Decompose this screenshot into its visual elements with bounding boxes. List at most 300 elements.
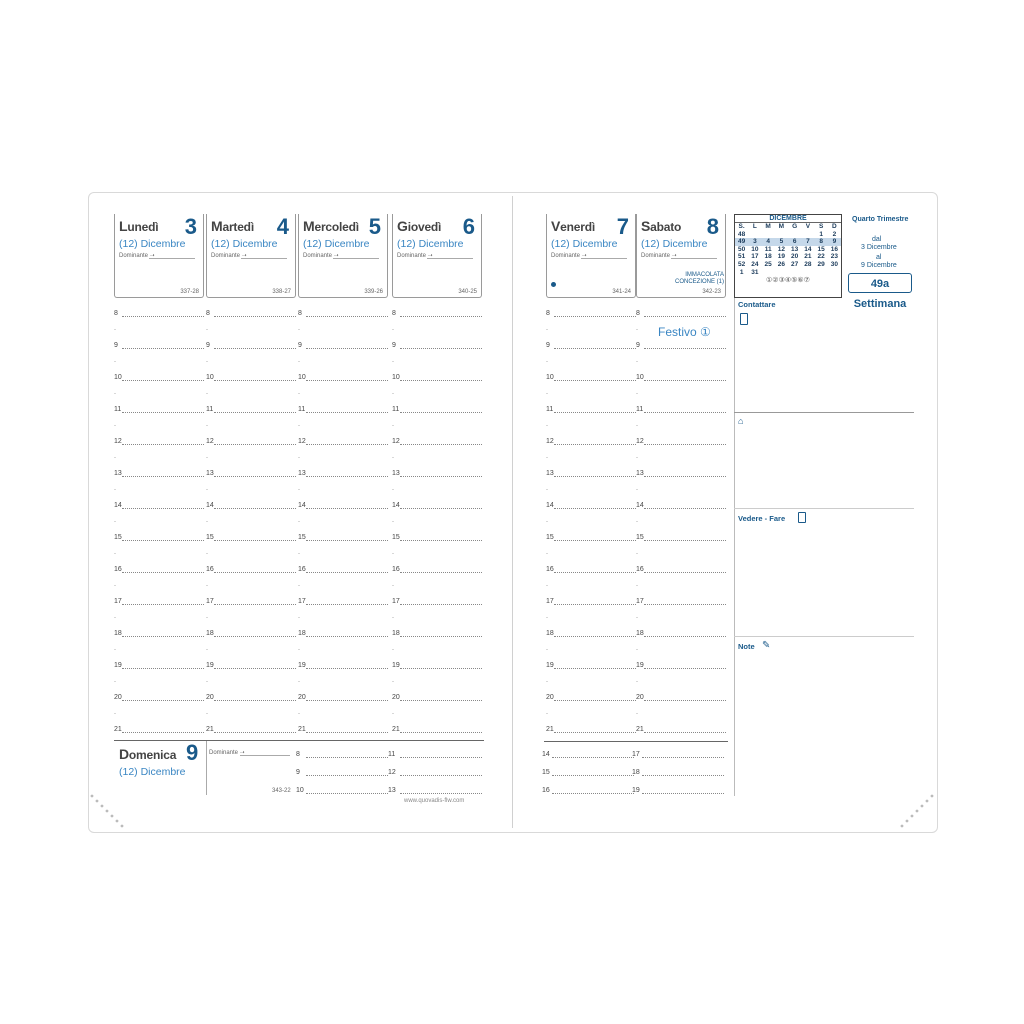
col-left-0-half-mark: - xyxy=(114,487,116,493)
col-right-1-hour-line xyxy=(644,411,726,413)
col-left-0-hour-line xyxy=(122,667,204,669)
col-right-0-half-mark: - xyxy=(546,647,548,653)
col-left-1-hour-line xyxy=(214,699,296,701)
calendar-cell: 50 xyxy=(738,245,746,253)
col-right-0-half-mark: - xyxy=(546,551,548,557)
day-month: (12) Dicembre xyxy=(641,238,708,250)
day-code: 341-24 xyxy=(612,289,631,295)
calendar-cell: 49 xyxy=(735,238,748,246)
extra-b-line xyxy=(642,792,724,794)
day-code: 338-27 xyxy=(272,289,291,295)
col-left-1-hour-label: 12 xyxy=(206,438,214,445)
col-left-2-hour-label: 10 xyxy=(298,374,306,381)
friday-dot xyxy=(551,282,556,287)
day-header-left-3 xyxy=(392,214,482,298)
calendar-cell xyxy=(775,231,788,239)
col-left-0-hour-line xyxy=(122,443,204,445)
phone-icon xyxy=(740,313,748,325)
dominante-label: Dominante ➝ xyxy=(641,253,677,259)
col-left-1-hour-label: 15 xyxy=(206,534,214,541)
col-left-0-hour-line xyxy=(122,475,204,477)
col-left-1-hour-label: 17 xyxy=(206,598,214,605)
calendar-cell: 4 xyxy=(762,238,775,246)
col-left-0-half-mark: - xyxy=(114,551,116,557)
day-code: 339-26 xyxy=(364,289,383,295)
col-left-2-hour-label: 13 xyxy=(298,470,306,477)
sunday-hour-b-label: 11 xyxy=(388,751,396,758)
col-left-1-hour-line xyxy=(214,475,296,477)
col-left-2-half-mark: - xyxy=(298,487,300,493)
col-left-2-half-mark: - xyxy=(298,359,300,365)
col-right-0-hour-label: 11 xyxy=(546,406,554,413)
col-left-3-hour-label: 13 xyxy=(392,470,400,477)
col-right-0-hour-label: 8 xyxy=(546,310,550,317)
col-right-1-hour-label: 8 xyxy=(636,310,640,317)
day-name: Martedì xyxy=(211,218,254,234)
col-left-3-hour-line xyxy=(400,475,482,477)
day-code: 340-25 xyxy=(458,289,477,295)
day-month: (12) Dicembre xyxy=(551,238,618,250)
col-left-3-hour-label: 19 xyxy=(392,662,400,669)
col-left-0-hour-label: 14 xyxy=(114,502,122,509)
col-left-1-hour-label: 9 xyxy=(206,342,210,349)
calendar-cell: 8 xyxy=(815,238,828,246)
col-left-0-hour-line xyxy=(122,379,204,381)
col-right-1-hour-line xyxy=(644,667,726,669)
col-right-1-half-mark: - xyxy=(636,487,638,493)
day-header-right-0 xyxy=(546,214,636,298)
col-left-0-hour-label: 15 xyxy=(114,534,122,541)
calendar-cell xyxy=(801,231,814,239)
calendar-cell xyxy=(788,231,801,239)
col-left-0-hour-line xyxy=(122,635,204,637)
col-left-3-hour-line xyxy=(400,411,482,413)
col-left-2-hour-label: 19 xyxy=(298,662,306,669)
col-right-0-hour-line xyxy=(554,347,636,349)
day-name: Lunedì xyxy=(119,218,159,234)
calendar-cell: 15 xyxy=(817,245,825,253)
bag-icon xyxy=(798,512,806,523)
col-left-0-half-mark: - xyxy=(114,615,116,621)
col-left-1-hour-line xyxy=(214,443,296,445)
day-number: 7 xyxy=(616,214,629,239)
calendar-cell: 51 xyxy=(738,253,746,261)
col-right-0-hour-line xyxy=(554,507,636,509)
calendar-cell: 19 xyxy=(777,253,785,261)
col-left-0-hour-line xyxy=(122,571,204,573)
col-left-2-hour-label: 9 xyxy=(298,342,302,349)
col-left-3-hour-line xyxy=(400,443,482,445)
dominante-label: Dominante ➝ xyxy=(551,253,587,259)
dominante-line xyxy=(333,258,379,259)
col-right-1-hour-line xyxy=(644,379,726,381)
col-left-2-hour-line xyxy=(306,731,388,733)
col-left-0-hour-label: 19 xyxy=(114,662,122,669)
col-right-0-half-mark: - xyxy=(546,455,548,461)
vedere-rule xyxy=(734,508,914,509)
col-right-1-half-mark: - xyxy=(636,423,638,429)
col-right-1-hour-line xyxy=(644,475,726,477)
col-left-1-hour-label: 19 xyxy=(206,662,214,669)
day-month: (12) Dicembre xyxy=(211,238,278,250)
col-right-1-hour-label: 13 xyxy=(636,470,644,477)
col-left-2-half-mark: - xyxy=(298,679,300,685)
col-left-1-half-mark: - xyxy=(206,327,208,333)
col-right-0-half-mark: - xyxy=(546,679,548,685)
sunday-hour-a-label: 8 xyxy=(296,751,300,758)
col-left-2-hour-label: 18 xyxy=(298,630,306,637)
col-left-0-half-mark: - xyxy=(114,327,116,333)
quarter-to: al xyxy=(876,254,882,261)
col-left-1-hour-line xyxy=(214,603,296,605)
col-left-1-hour-line xyxy=(214,731,296,733)
sunday-hour-a-label: 9 xyxy=(296,769,300,776)
calendar-cell: 14 xyxy=(804,245,812,253)
col-left-2-hour-label: 20 xyxy=(298,694,306,701)
col-left-0-half-mark: - xyxy=(114,519,116,525)
calendar-cell: 52 xyxy=(738,260,746,268)
calendar-cell xyxy=(762,231,775,239)
col-left-2-hour-label: 11 xyxy=(298,406,306,413)
col-left-1-hour-label: 14 xyxy=(206,502,214,509)
col-right-1-hour-line xyxy=(644,315,726,317)
col-left-2-half-mark: - xyxy=(298,391,300,397)
col-left-2-hour-label: 8 xyxy=(298,310,302,317)
col-right-1-hour-label: 10 xyxy=(636,374,644,381)
col-left-2-hour-label: 14 xyxy=(298,502,306,509)
col-left-1-hour-label: 21 xyxy=(206,726,214,733)
col-left-3-half-mark: - xyxy=(392,679,394,685)
col-left-3-hour-line xyxy=(400,603,482,605)
col-right-1-hour-line xyxy=(644,571,726,573)
col-left-3-half-mark: - xyxy=(392,423,394,429)
calendar-title: DICEMBRE xyxy=(735,215,841,223)
col-left-3-half-mark: - xyxy=(392,615,394,621)
col-left-0-hour-line xyxy=(122,699,204,701)
dominante-label: Dominante ➝ xyxy=(211,253,247,259)
col-right-1-half-mark: - xyxy=(636,711,638,717)
col-left-3-hour-label: 8 xyxy=(392,310,396,317)
col-right-0-hour-line xyxy=(554,443,636,445)
col-left-2-hour-line xyxy=(306,667,388,669)
extra-a-label: 16 xyxy=(542,787,550,794)
col-right-1-hour-label: 14 xyxy=(636,502,644,509)
col-right-0-hour-line xyxy=(554,571,636,573)
col-left-0-half-mark: - xyxy=(114,679,116,685)
col-left-1-half-mark: - xyxy=(206,551,208,557)
col-left-0-hour-label: 20 xyxy=(114,694,122,701)
col-left-0-hour-line xyxy=(122,347,204,349)
day-number: 6 xyxy=(462,214,475,239)
col-right-1-half-mark: - xyxy=(636,327,638,333)
col-right-0-hour-line xyxy=(554,699,636,701)
spine-divider xyxy=(512,196,513,828)
sunday-hour-b-label: 12 xyxy=(388,769,396,776)
col-left-2-hour-line xyxy=(306,507,388,509)
calendar-cell: 23 xyxy=(830,253,838,261)
extra-b-label: 18 xyxy=(632,769,640,776)
col-left-3-hour-line xyxy=(400,379,482,381)
calendar-head-cell: M xyxy=(765,223,771,230)
day-code: 337-28 xyxy=(180,289,199,295)
col-left-2-hour-line xyxy=(306,603,388,605)
col-right-0-hour-label: 19 xyxy=(546,662,554,669)
calendar-cell: 11 xyxy=(764,245,772,253)
col-right-1-hour-label: 18 xyxy=(636,630,644,637)
col-left-2-half-mark: - xyxy=(298,615,300,621)
col-left-3-half-mark: - xyxy=(392,455,394,461)
sunday-month: (12) Dicembre xyxy=(119,766,186,778)
col-left-1-half-mark: - xyxy=(206,519,208,525)
sunday-number: 9 xyxy=(186,740,199,765)
sunday-hour-a-line xyxy=(306,756,388,758)
calendar-cell xyxy=(775,269,788,277)
col-right-0-half-mark: - xyxy=(546,583,548,589)
col-left-2-hour-line xyxy=(306,699,388,701)
col-right-1-hour-line xyxy=(644,347,726,349)
dominante-line xyxy=(671,258,717,259)
col-left-0-half-mark: - xyxy=(114,423,116,429)
note-rule xyxy=(734,636,914,637)
col-left-2-hour-line xyxy=(306,475,388,477)
calendar-cell: 17 xyxy=(751,253,759,261)
col-left-0-hour-line xyxy=(122,411,204,413)
col-left-1-half-mark: - xyxy=(206,487,208,493)
col-right-0-hour-label: 18 xyxy=(546,630,554,637)
sunday-dominante: Dominante ➝ xyxy=(209,750,245,756)
day-month: (12) Dicembre xyxy=(303,238,370,250)
right-bottom-rule xyxy=(544,741,728,742)
col-left-2-half-mark: - xyxy=(298,519,300,525)
col-right-0-hour-line xyxy=(554,539,636,541)
calendar-footer: ①②③④⑤⑥⑦ xyxy=(766,277,810,285)
col-left-2-hour-line xyxy=(306,571,388,573)
quarter-title: Quarto Trimestre xyxy=(852,216,909,223)
col-left-1-hour-label: 8 xyxy=(206,310,210,317)
col-left-2-hour-label: 15 xyxy=(298,534,306,541)
mini-calendar xyxy=(734,214,842,298)
col-left-0-hour-label: 17 xyxy=(114,598,122,605)
calendar-cell: 26 xyxy=(777,260,785,268)
col-left-1-hour-line xyxy=(214,379,296,381)
calendar-head-cell: M xyxy=(778,223,785,230)
calendar-cell: 3 xyxy=(748,238,761,246)
col-left-1-half-mark: - xyxy=(206,359,208,365)
calendar-head-cell: S. xyxy=(738,223,745,230)
calendar-grid xyxy=(735,223,841,276)
col-left-3-hour-line xyxy=(400,347,482,349)
col-left-3-hour-line xyxy=(400,667,482,669)
calendar-cell xyxy=(788,269,801,277)
col-right-0-hour-label: 13 xyxy=(546,470,554,477)
col-left-1-hour-line xyxy=(214,411,296,413)
col-right-0-hour-label: 20 xyxy=(546,694,554,701)
col-right-0-hour-label: 17 xyxy=(546,598,554,605)
calendar-cell: 13 xyxy=(791,245,799,253)
col-left-1-half-mark: - xyxy=(206,711,208,717)
col-left-1-half-mark: - xyxy=(206,679,208,685)
col-left-3-hour-label: 18 xyxy=(392,630,400,637)
sunday-code: 343-22 xyxy=(272,788,291,794)
col-left-3-half-mark: - xyxy=(392,391,394,397)
col-right-1-hour-label: 11 xyxy=(636,406,644,413)
col-right-0-half-mark: - xyxy=(546,391,548,397)
col-left-2-hour-line xyxy=(306,379,388,381)
dominante-line xyxy=(581,258,627,259)
col-left-1-hour-line xyxy=(214,539,296,541)
day-name: Venerdì xyxy=(551,218,595,234)
col-left-3-half-mark: - xyxy=(392,327,394,333)
col-left-0-hour-label: 11 xyxy=(114,406,122,413)
col-right-0-hour-line xyxy=(554,667,636,669)
col-left-2-hour-line xyxy=(306,539,388,541)
col-left-3-hour-label: 10 xyxy=(392,374,400,381)
day-header-left-2 xyxy=(298,214,388,298)
col-left-3-half-mark: - xyxy=(392,711,394,717)
day-name: Mercoledì xyxy=(303,218,359,234)
dominante-line xyxy=(427,258,473,259)
dominante-label: Dominante ➝ xyxy=(119,253,155,259)
col-left-0-hour-label: 18 xyxy=(114,630,122,637)
col-right-1-hour-line xyxy=(644,635,726,637)
col-left-3-hour-label: 12 xyxy=(392,438,400,445)
col-left-1-half-mark: - xyxy=(206,455,208,461)
col-left-2-hour-label: 16 xyxy=(298,566,306,573)
col-right-1-half-mark: - xyxy=(636,679,638,685)
col-left-3-half-mark: - xyxy=(392,519,394,525)
col-left-0-half-mark: - xyxy=(114,359,116,365)
week-badge: 49a Settimana xyxy=(848,273,912,293)
col-left-2-hour-line xyxy=(306,315,388,317)
calendar-cell: 30 xyxy=(830,260,838,268)
col-left-1-hour-line xyxy=(214,667,296,669)
calendar-cell: 2 xyxy=(832,230,837,238)
col-right-0-half-mark: - xyxy=(546,359,548,365)
col-right-1-hour-line xyxy=(644,443,726,445)
calendar-head-cell: G xyxy=(792,223,798,230)
dominante-line xyxy=(241,258,287,259)
col-left-1-half-mark: - xyxy=(206,423,208,429)
col-left-1-half-mark: - xyxy=(206,647,208,653)
calendar-cell: 27 xyxy=(791,260,799,268)
extra-a-label: 14 xyxy=(542,751,550,758)
calendar-cell: 1 xyxy=(739,268,744,276)
col-left-1-hour-line xyxy=(214,507,296,509)
col-left-0-hour-line xyxy=(122,507,204,509)
saturday-holiday-note: IMMACOLATA CONCEZIONE (1) xyxy=(674,272,724,285)
day-name: Sabato xyxy=(641,218,682,234)
col-left-3-hour-label: 11 xyxy=(392,406,400,413)
festivo-label: Festivo ① xyxy=(658,325,711,339)
day-name: Giovedì xyxy=(397,218,442,234)
sunday-hour-b-line xyxy=(400,774,482,776)
col-right-0-hour-line xyxy=(554,315,636,317)
col-right-0-hour-label: 12 xyxy=(546,438,554,445)
corner-dots-right xyxy=(892,792,936,832)
col-left-2-half-mark: - xyxy=(298,583,300,589)
col-right-0-hour-label: 14 xyxy=(546,502,554,509)
col-right-0-half-mark: - xyxy=(546,487,548,493)
col-left-3-hour-label: 9 xyxy=(392,342,396,349)
col-right-1-hour-label: 21 xyxy=(636,726,644,733)
col-right-0-half-mark: - xyxy=(546,327,548,333)
day-number: 3 xyxy=(184,214,197,239)
col-right-0-half-mark: - xyxy=(546,711,548,717)
col-right-0-hour-label: 21 xyxy=(546,726,554,733)
calendar-cell xyxy=(762,269,775,277)
calendar-cell: 1 xyxy=(819,230,823,238)
col-left-3-half-mark: - xyxy=(392,583,394,589)
note-label: Note xyxy=(738,642,755,651)
col-right-1-hour-label: 9 xyxy=(636,342,640,349)
col-right-1-hour-line xyxy=(644,603,726,605)
col-right-1-half-mark: - xyxy=(636,455,638,461)
dominante-label: Dominante ➝ xyxy=(303,253,339,259)
col-left-2-half-mark: - xyxy=(298,711,300,717)
extra-b-label: 17 xyxy=(632,751,640,758)
col-left-2-hour-line xyxy=(306,347,388,349)
col-left-1-hour-line xyxy=(214,571,296,573)
col-left-1-hour-line xyxy=(214,315,296,317)
col-left-0-hour-label: 21 xyxy=(114,726,122,733)
extra-a-line xyxy=(552,774,634,776)
calendar-cell: 6 xyxy=(788,238,801,246)
extra-b-line xyxy=(642,774,724,776)
col-left-0-hour-line xyxy=(122,731,204,733)
col-left-0-half-mark: - xyxy=(114,583,116,589)
dominante-line xyxy=(149,258,195,259)
col-left-1-hour-label: 13 xyxy=(206,470,214,477)
sunday-hour-b-line xyxy=(400,756,482,758)
extra-a-line xyxy=(552,792,634,794)
col-left-0-hour-label: 12 xyxy=(114,438,122,445)
col-left-1-hour-label: 20 xyxy=(206,694,214,701)
contattare-rule xyxy=(734,412,914,413)
col-left-0-hour-label: 8 xyxy=(114,310,118,317)
calendar-cell: 48 xyxy=(738,230,746,238)
col-right-1-half-mark: - xyxy=(636,391,638,397)
calendar-head-cell: L xyxy=(752,223,757,230)
calendar-cell: 31 xyxy=(751,268,759,276)
calendar-cell: 9 xyxy=(828,238,841,246)
col-left-1-hour-label: 11 xyxy=(206,406,214,413)
calendar-head-cell: V xyxy=(805,223,811,230)
quarter-start: 3 Dicembre xyxy=(861,244,897,251)
col-left-1-half-mark: - xyxy=(206,391,208,397)
calendar-cell: 18 xyxy=(764,253,772,261)
col-left-3-hour-label: 14 xyxy=(392,502,400,509)
col-left-2-half-mark: - xyxy=(298,423,300,429)
col-left-2-hour-line xyxy=(306,411,388,413)
col-right-0-hour-line xyxy=(554,603,636,605)
col-left-1-hour-label: 16 xyxy=(206,566,214,573)
day-number: 8 xyxy=(706,214,719,239)
col-left-2-hour-label: 21 xyxy=(298,726,306,733)
calendar-cell: 7 xyxy=(801,238,814,246)
col-left-3-half-mark: - xyxy=(392,647,394,653)
col-left-3-hour-line xyxy=(400,507,482,509)
col-left-2-half-mark: - xyxy=(298,455,300,461)
contattare-label: Contattare xyxy=(738,300,776,309)
col-left-3-hour-line xyxy=(400,315,482,317)
day-header-left-1 xyxy=(206,214,296,298)
col-left-2-hour-line xyxy=(306,443,388,445)
day-header-left-0 xyxy=(114,214,204,298)
calendar-cell: 24 xyxy=(751,260,759,268)
col-right-0-half-mark: - xyxy=(546,519,548,525)
col-left-2-hour-label: 17 xyxy=(298,598,306,605)
col-right-1-half-mark: - xyxy=(636,583,638,589)
